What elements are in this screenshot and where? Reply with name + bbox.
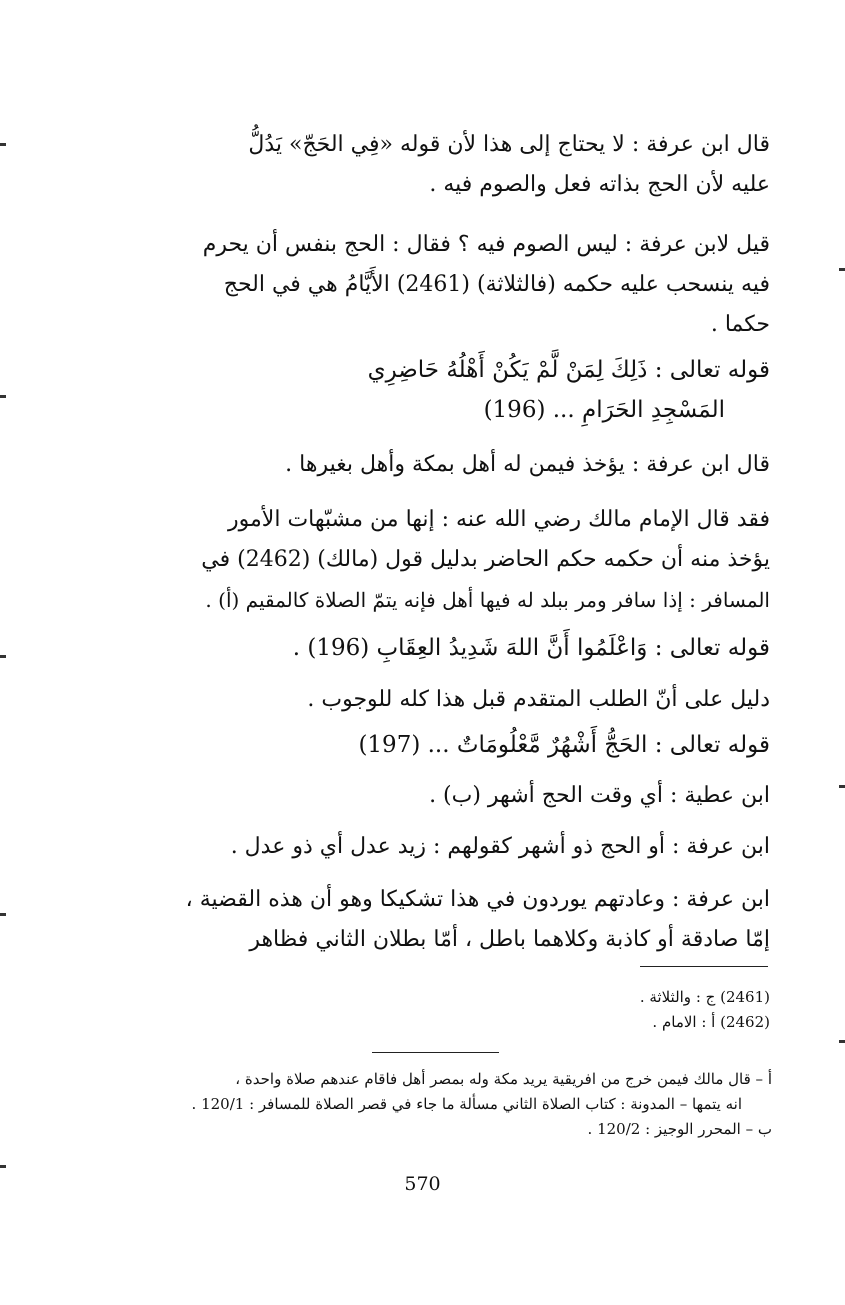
- footnote-rule: [372, 1052, 499, 1053]
- text-line: قوله تعالى : وَاعْلَمُوا أَنَّ اللهَ شَدِيدُ العِقَابِ (196) .: [292, 635, 770, 661]
- text-line: المسافر : إذا سافر ومر ببلد له فيها أهل فإنه يتمّ الصلاة كالمقيم (أ) .: [205, 588, 770, 612]
- text-line: حكما .: [710, 312, 770, 337]
- margin-mark: [0, 395, 6, 398]
- paragraph-5: [100, 500, 770, 620]
- text-line: ابن عطية : أي وقت الحج أشهر (ب) .: [429, 783, 770, 808]
- source-note: انه يتمها – المدونة : كتاب الصلاة الثاني مسألة ما جاء في قصر الصلاة للمسافر : 120/1 .: [191, 1095, 742, 1113]
- margin-mark: [0, 1165, 6, 1168]
- text-line: قال ابن عرفة : يؤخذ فيمن له أهل بمكة وأهل بغيرها .: [285, 452, 770, 477]
- page-number: 570: [404, 1173, 441, 1195]
- text-line: قوله تعالى : الحَجُّ أَشْهُرٌ مَّعْلُومَاتٌ ... (197): [358, 732, 770, 758]
- source-note: ب – المحرر الوجيز : 120/2 .: [587, 1120, 772, 1138]
- quran-verse-197: [100, 725, 770, 765]
- margin-mark: [839, 268, 845, 271]
- text-line: فيه ينسحب عليه حكمه (فالثلاثة) (2461) الأَيَّامُ هي في الحج: [223, 272, 770, 297]
- margin-mark: [0, 913, 6, 916]
- paragraph-9: [100, 776, 770, 816]
- source-note: أ – قال مالك فيمن خرج من افريقية يريد مكة وله بمصر أهل فاقام عندهم صلاة واحدة ،: [235, 1070, 772, 1088]
- paragraph-4: [100, 445, 770, 485]
- paragraph-7: [100, 680, 770, 720]
- text-line: المَسْجِدِ الحَرَامِ ... (196): [483, 397, 725, 423]
- text-line: ابن عرفة : أو الحج ذو أشهر كقولهم : زيد عدل أي ذو عدل .: [230, 834, 770, 859]
- text-line: ابن عرفة : وعادتهم يوردون في هذا تشكيكا وهو أن هذه القضية ،: [185, 887, 770, 912]
- paragraph-2: [100, 225, 770, 345]
- paragraph-11: [100, 880, 770, 960]
- text-line: إمّا صادقة أو كاذبة وكلاهما باطل ، أمّا بطلان الثاني فظاهر: [249, 927, 770, 952]
- variant-note: (2461) ج : والثلاثة .: [639, 988, 770, 1006]
- text-line: قال ابن عرفة : لا يحتاج إلى هذا لأن قوله «فِي الحَجّ» يَدُلُّ: [248, 132, 770, 157]
- variant-note: (2462) أ : الامام .: [652, 1013, 770, 1031]
- quran-verse-196b: [100, 628, 770, 668]
- text-line: يؤخذ منه أن حكمه حكم الحاضر بدليل قول (مالك) (2462) في: [201, 547, 770, 572]
- margin-mark: [839, 785, 845, 788]
- margin-mark: [0, 143, 6, 146]
- footnote-rule: [640, 966, 768, 967]
- quran-verse-196a: [100, 350, 770, 430]
- margin-mark: [839, 1040, 845, 1043]
- text-line: دليل على أنّ الطلب المتقدم قبل هذا كله للوجوب .: [307, 687, 770, 712]
- text-line: فقد قال الإمام مالك رضي الله عنه : إنها من مشبّهات الأمور: [228, 507, 770, 532]
- text-line: عليه لأن الحج بذاته فعل والصوم فيه .: [429, 172, 770, 197]
- paragraph-1: [100, 125, 770, 205]
- margin-mark: [0, 655, 6, 658]
- text-line: قوله تعالى : ذَلِكَ لِمَنْ لَّمْ يَكُنْ أَهْلُهُ حَاضِرِي: [367, 357, 770, 383]
- text-line: قيل لابن عرفة : ليس الصوم فيه ؟ فقال : الحج بنفس أن يحرم: [202, 232, 770, 257]
- paragraph-10: [100, 827, 770, 867]
- source-notes: [100, 1067, 772, 1142]
- variant-notes: [100, 985, 772, 1035]
